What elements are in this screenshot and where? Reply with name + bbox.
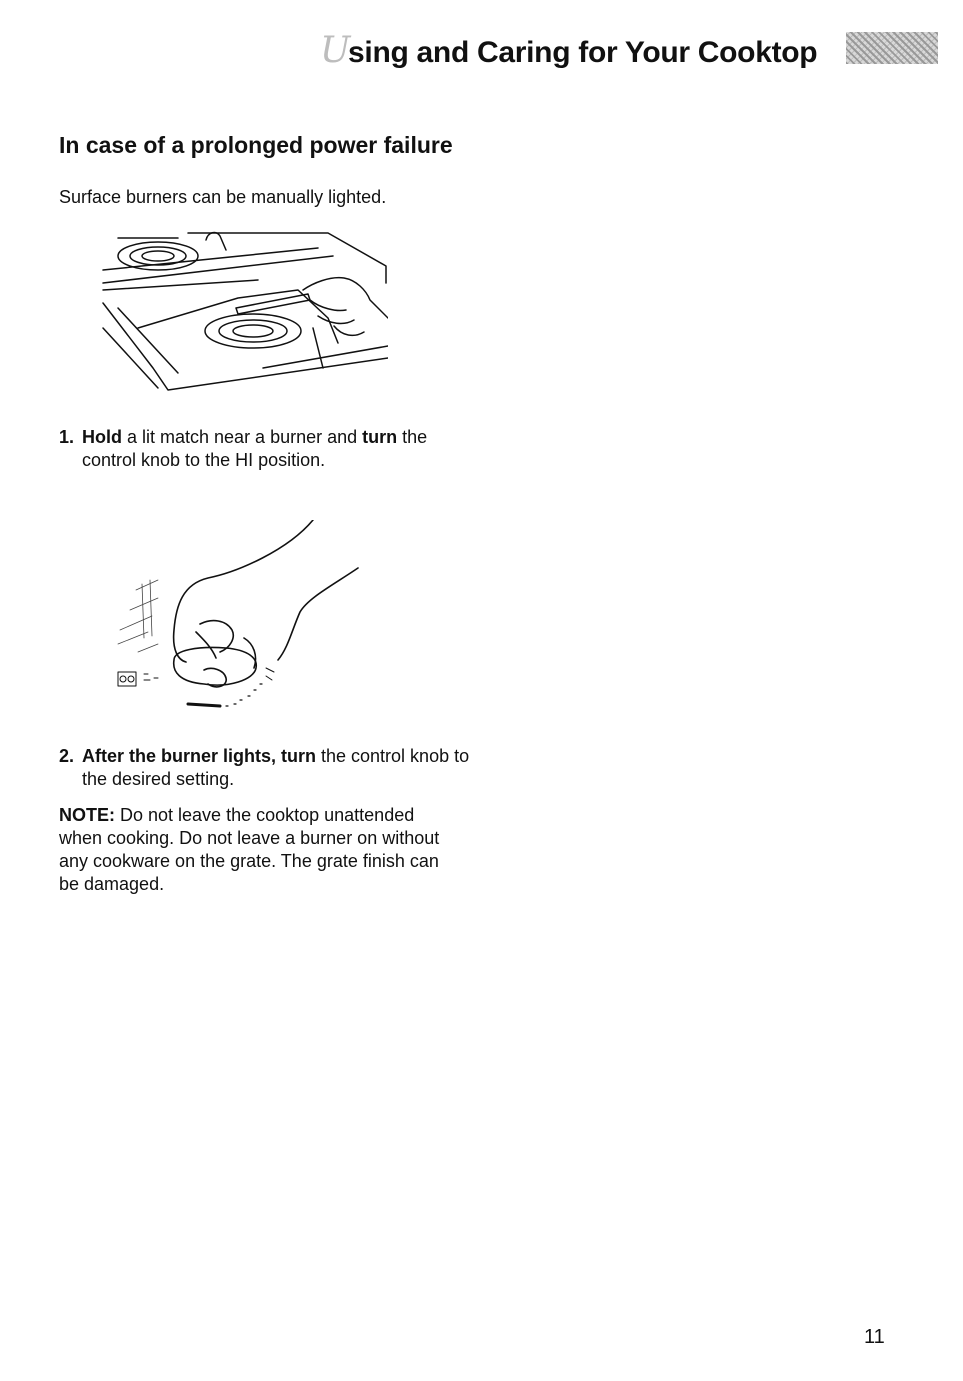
note-label: NOTE: (59, 805, 115, 825)
burner-match-illustration (98, 228, 388, 400)
step-1-text-mid: a lit match near a burner and (122, 427, 363, 447)
page-header (320, 30, 940, 74)
page-number: 11 (864, 1326, 885, 1348)
step-2 (59, 745, 479, 791)
section-title: In case of a prolonged power failure (59, 132, 453, 158)
step-1-text-end: the control knob to the HI position. (82, 427, 428, 470)
step-1-bold-lead: Hold (82, 427, 122, 447)
step-1-number: 1. (59, 427, 75, 447)
header-title (320, 30, 817, 71)
step-2-bold-lead: After the burner lights, turn (82, 746, 316, 766)
step-2-text-end: the control knob to the desired setting. (82, 746, 470, 789)
header-title-rest: sing and Caring for Your Cooktop (348, 36, 818, 69)
header-title-initial: U (320, 30, 351, 71)
note-paragraph (59, 804, 459, 896)
step-2-number: 2. (59, 746, 75, 766)
step-1 (59, 426, 479, 472)
section-intro: Surface burners can be manually lighted. (59, 187, 387, 207)
note-text: Do not leave the cooktop unattended when cooking. Do not leave a burner on without any cookware on the grate. The grate finish can be damaged. (59, 805, 440, 894)
step-1-bold-mid: turn (362, 427, 398, 447)
header-decoration (846, 32, 938, 64)
control-knob-illustration (108, 520, 368, 720)
